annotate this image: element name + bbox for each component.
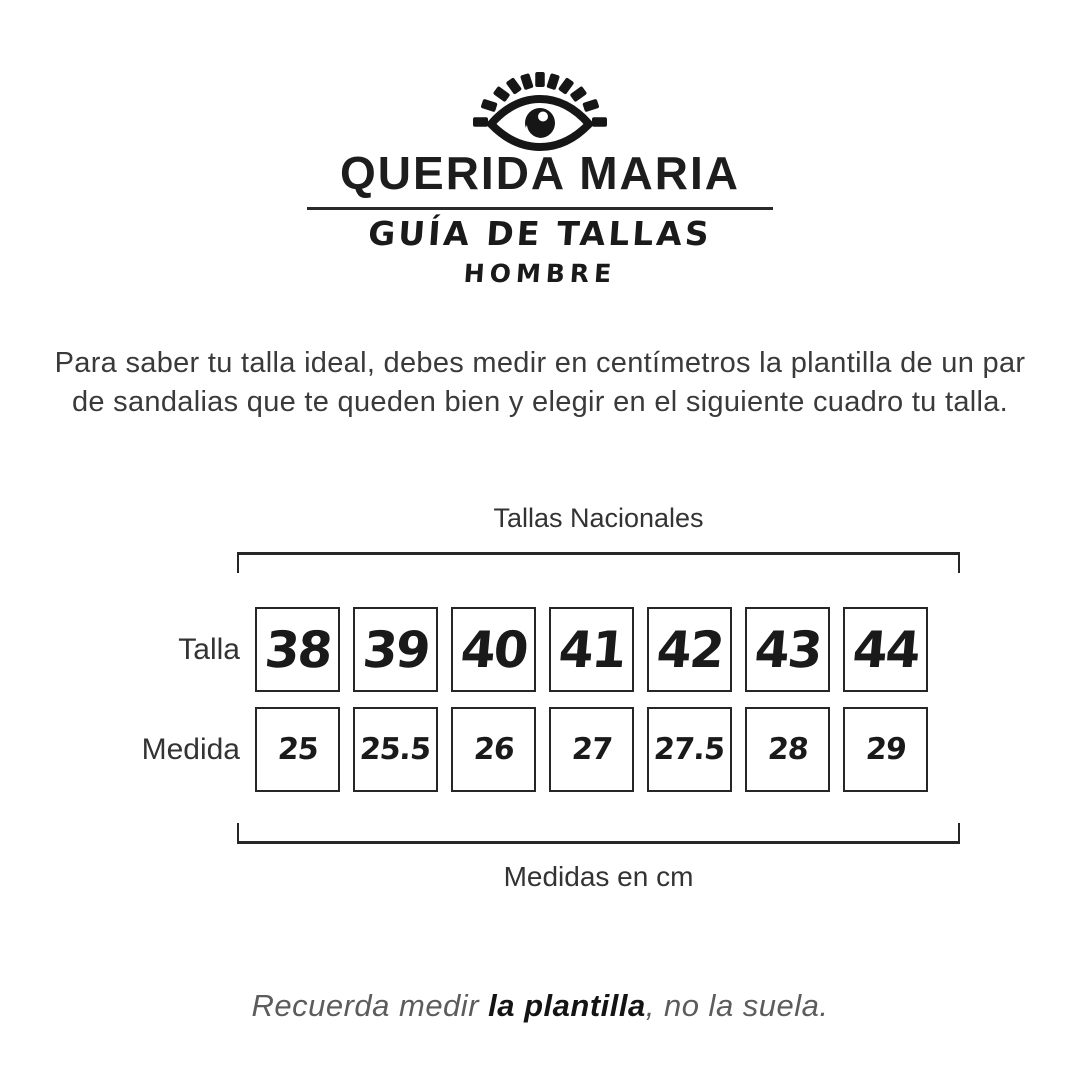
guide-subtitle: GUÍA DE TALLAS: [366, 214, 714, 253]
measure-value: 25.5: [358, 732, 433, 767]
size-cell: [843, 607, 928, 692]
row-label-medida: Medida: [141, 732, 240, 766]
measure-cell: [255, 707, 340, 792]
measure-value: 27: [570, 732, 613, 767]
national-sizes-label: Tallas Nacionales: [493, 503, 704, 533]
talla-cells: [255, 607, 928, 692]
measure-value: 25: [276, 732, 319, 767]
size-row-talla: [110, 607, 928, 692]
size-value: 42: [654, 620, 725, 679]
measure-cell: [745, 707, 830, 792]
footer-note: [0, 988, 1080, 1024]
footer-text-emphasis: la plantilla: [488, 988, 646, 1023]
size-cell: [647, 607, 732, 692]
size-row-medida: [110, 707, 928, 792]
bottom-bracket: [237, 823, 960, 844]
audience-label: HOMBRE: [462, 259, 618, 288]
size-cell: [745, 607, 830, 692]
row-label-talla: Talla: [178, 632, 240, 666]
measure-value: 27.5: [652, 732, 727, 767]
top-bracket: [237, 552, 960, 573]
measure-value: 28: [766, 732, 809, 767]
footer-text-suffix: , no la suela.: [645, 988, 829, 1023]
size-value: 38: [262, 620, 333, 679]
size-cell: [353, 607, 438, 692]
measure-cell: [647, 707, 732, 792]
measure-value: 29: [864, 732, 907, 767]
measure-cell: [549, 707, 634, 792]
measure-cell: [451, 707, 536, 792]
measures-cm-label: Medidas en cm: [503, 861, 694, 892]
size-cell: [549, 607, 634, 692]
intro-paragraph: Para saber tu talla ideal, debes medir en centímetros la plantilla de un par de sandalias que te queden bien y elegir en el siguiente cuadro tu talla.: [54, 347, 1026, 418]
brand-title: QUERIDA MARIA: [340, 147, 740, 199]
size-value: 41: [556, 620, 627, 679]
size-cell: [451, 607, 536, 692]
medida-cells: [255, 707, 928, 792]
measure-value: 26: [472, 732, 515, 767]
size-value: 44: [850, 620, 921, 679]
measure-cell: [353, 707, 438, 792]
measure-cell: [843, 707, 928, 792]
footer-text-prefix: Recuerda medir: [251, 988, 489, 1023]
size-value: 40: [458, 620, 529, 679]
eye-logo-icon: [454, 54, 626, 154]
size-value: 43: [752, 620, 823, 679]
title-underline: [307, 207, 773, 210]
size-value: 39: [360, 620, 431, 679]
size-cell: [255, 607, 340, 692]
